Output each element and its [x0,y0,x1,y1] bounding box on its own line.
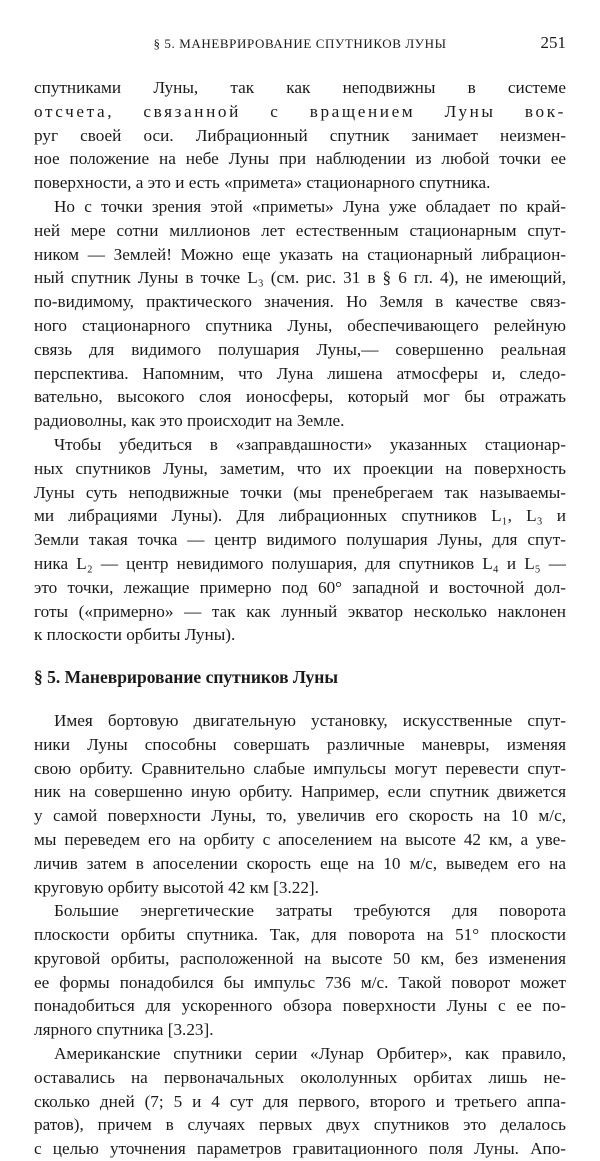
text-line: поверхности, а это и есть «примета» стационарного спутника. [34,173,491,193]
text-line: вательно, высокого слоя ионосферы, который мог бы отражать [34,387,566,407]
text-line: сколько дней (7; 5 и 4 сут для первого, второго и третьего аппа- [34,1091,566,1111]
paragraph [34,76,566,195]
text-line: с целью уточнения параметров гравитационного поля Луны. Апо- [34,1139,566,1159]
text-line: это точки, лежащие примерно под 60° западной и восточной дол- [34,577,566,597]
text-line: связь для видимого полушария Луны,— совершенно реальная [34,339,566,359]
text-line: ми либрациями Луны). Для либрационных спутников L₁, L₃ и [34,506,566,526]
text-line: ней мере сотни миллионов лет естественным стационарным спут- [34,220,566,240]
body-text [34,76,566,1161]
text-line: ее формы понадобился бы импульс 736 м/с. Такой поворот может [34,972,566,992]
running-header: § 5. МАНЕВРИРОВАНИЕ СПУТНИКОВ ЛУНЫ [153,36,447,51]
text-line: круговой орбиты, расположенной на высоте 50 км, без изменения [34,948,566,968]
text-line: готы («примерно» — так как лунный экватор несколько наклонен [34,601,566,621]
text-line: Американские спутники серии «Лунар Орбитер», как правило, [54,1044,566,1064]
text-line: перспектива. Напомним, что Луна лишена атмосферы и, следо- [34,363,566,383]
section-heading: § 5. Маневрирование спутников Луны [34,667,339,688]
text-line: ное положение на небе Луны при наблюдении из любой точки ее [34,149,566,169]
text-line: ника L₂ — центр невидимого полушария, для спутников L₄ и L₅ — [34,553,566,573]
text-line: руг своей оси. Либрационный спутник занимает неизмен- [34,125,566,145]
text-line: Земли такая точка — центр видимого полушария Луны, для спут- [34,530,566,550]
text-line: свою орбиту. Сравнительно слабые импульсы могут перевести спут- [34,758,566,778]
paragraph [34,433,566,647]
text-line: Имея бортовую двигательную установку, искусственные спут- [54,710,566,730]
text-line: отсчета, связанной с вращением Луны вок- [34,101,566,121]
paragraph [34,195,566,433]
text-line: ратов), причем в случаях первых двух спутников это делалось [34,1115,566,1135]
paragraph [34,1042,566,1161]
paragraph [34,709,566,899]
text-line: радиоволны, как это происходит на Земле. [34,411,345,431]
text-line: мы переведем его на орбиту с апоселением на высоте 42 км, а уве- [34,829,566,849]
text-line: Большие энергетические затраты требуются для поворота [54,901,566,921]
text-line: Чтобы убедиться в «заправдашности» указанных стационар- [54,434,566,454]
text-line: понадобиться для ускоренного обзора поверхности Луны с ее по- [34,996,566,1016]
text-line: ник на совершенно иную орбиту. Например, если спутник движется [34,782,566,802]
text-line: Но с точки зрения этой «приметы» Луна уже обладает по край- [54,196,566,216]
page-number: 251 [540,33,566,52]
paragraph [34,899,566,1042]
text-line: по-видимому, практического значения. Но Земля в качестве связ- [34,292,566,312]
text-line: ный спутник Луны в точке L₃ (см. рис. 31 в § 6 гл. 4), не имеющий, [34,268,566,288]
text-line: круговую орбиту высотой 42 км [3.22]. [34,877,319,897]
text-line: оставались на первоначальных окололунных орбитах лишь не- [34,1067,566,1087]
text-line: Луны суть неподвижные точки (мы пренебрегаем так называемы- [34,482,566,502]
text-line: плоскости орбиты спутника. Так, для поворота на 51° плоскости [34,925,566,945]
text-line: у самой поверхности Луны, то, увеличив его скорость на 10 м/с, [34,806,566,826]
text-line: лярного спутника [3.23]. [34,1020,214,1040]
text-line: ники Луны способны совершать различные маневры, изменяя [34,734,566,754]
text-line: ных спутников Луны, заметим, что их проекции на поверхность [34,458,566,478]
text-line: спутниками Луны, так как неподвижны в системе [34,78,566,97]
text-line: ного стационарного спутника Луны, обеспечивающего релейную [34,315,566,335]
text-line: личив затем в апоселении скорость еще на 10 м/с, выведем его на [34,853,566,873]
text-line: к плоскости орбиты Луны). [34,625,236,645]
text-line: ником — Землей! Можно еще указать на стационарный либрацион- [34,244,566,264]
